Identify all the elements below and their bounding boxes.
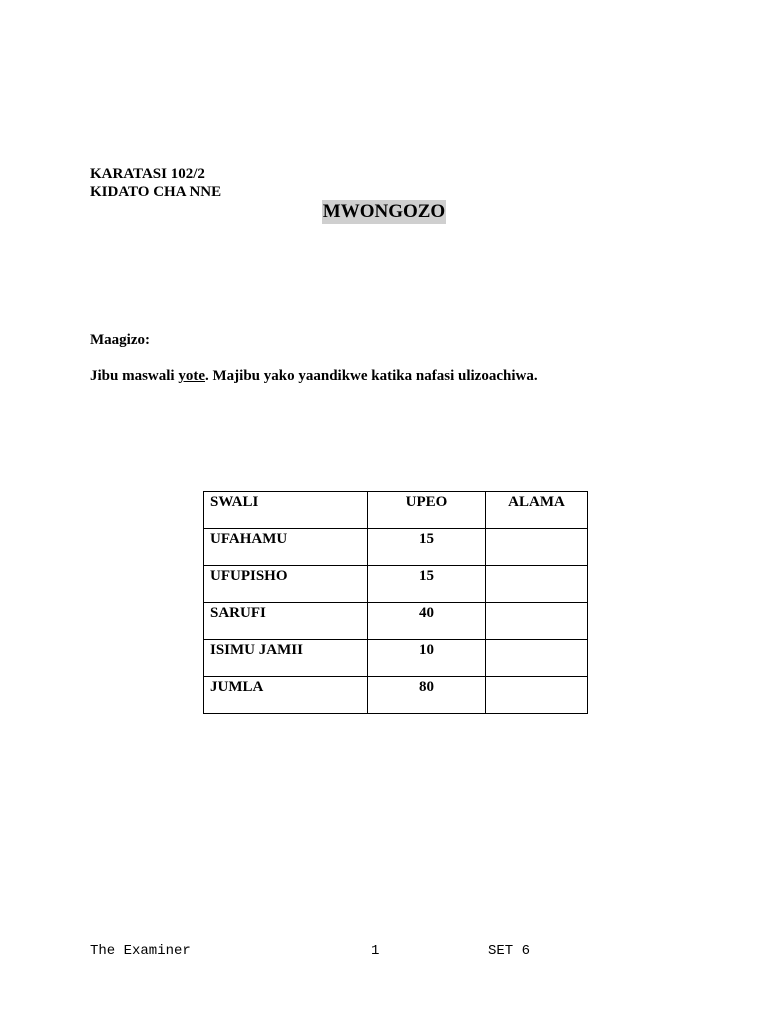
header-alama: ALAMA xyxy=(486,492,588,529)
marks-table xyxy=(203,491,588,714)
cell-upeo: 80 xyxy=(368,677,486,714)
header-upeo: UPEO xyxy=(368,492,486,529)
cell-swali: UFAHAMU xyxy=(204,529,368,566)
document-title: MWONGOZO xyxy=(322,201,446,222)
cell-swali: UFUPISHO xyxy=(204,566,368,603)
cell-alama[interactable] xyxy=(486,677,588,714)
title-container xyxy=(0,200,768,224)
cell-upeo: 40 xyxy=(368,603,486,640)
cell-swali: SARUFI xyxy=(204,603,368,640)
cell-alama[interactable] xyxy=(486,529,588,566)
footer-publisher: The Examiner xyxy=(90,943,191,959)
table-row xyxy=(204,640,588,677)
paper-code: KARATASI 102/2 xyxy=(90,166,205,182)
cell-swali: ISIMU JAMII xyxy=(204,640,368,677)
cell-alama[interactable] xyxy=(486,603,588,640)
form-level: KIDATO CHA NNE xyxy=(90,184,222,200)
cell-upeo: 15 xyxy=(368,529,486,566)
instructions-text-after: . Majibu yako yaandikwe katika nafasi ulizoachiwa. xyxy=(205,368,538,384)
header-swali: SWALI xyxy=(204,492,368,529)
table-row xyxy=(204,566,588,603)
cell-alama[interactable] xyxy=(486,640,588,677)
instructions-text-underlined: yote xyxy=(178,368,206,384)
table-row xyxy=(204,529,588,566)
table-row xyxy=(204,677,588,714)
cell-swali: JUMLA xyxy=(204,677,368,714)
cell-upeo: 15 xyxy=(368,566,486,603)
footer-page-number: 1 xyxy=(371,943,380,959)
cell-upeo: 10 xyxy=(368,640,486,677)
table-row xyxy=(204,603,588,640)
cell-alama[interactable] xyxy=(486,566,588,603)
instructions-text-before: Jibu maswali xyxy=(90,368,179,384)
instructions-label: Maagizo: xyxy=(90,332,150,348)
footer-set: SET 6 xyxy=(488,943,531,959)
instructions-text xyxy=(90,367,538,385)
table-header-row xyxy=(204,492,588,529)
